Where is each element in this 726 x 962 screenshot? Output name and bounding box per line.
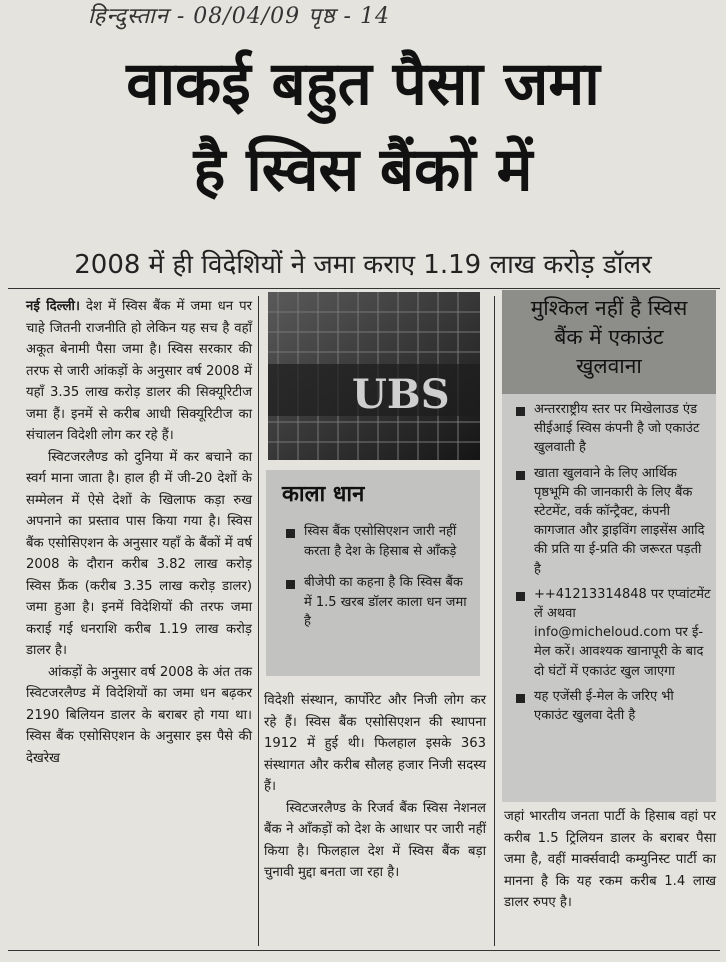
black-money-heading: काला धान bbox=[282, 482, 365, 507]
article-paragraph: नई दिल्ली। देश में स्विस बैंक में जमा धन पर चाहे जितनी राजनीति हो लेकिन यह सच है वहाँ अकूत बेनामी पैसा जमा है। स्विस सरकार की तरफ से जारी आंकड़ों के अनुसार वर्ष 2008 में यहाँ 3.35 लाख करोड़ डालर की सिक्यूरिटीज जमा हैं। इनमें से करीब आधी सिक्यूरिटीज का संचालन विदेशी लोग कर रहे हैं। bbox=[26, 299, 252, 443]
black-money-list bbox=[278, 522, 472, 644]
article-column-2 bbox=[264, 690, 486, 884]
account-opening-box bbox=[502, 290, 716, 802]
list-item: ++41213314848 पर एप्वांटमेंट लें अथवा info@micheloud.com पर ई-मेल करें। आवश्यक खानापूरी के बाद दो घंटों में एकाउंट खुल जाएगा bbox=[508, 585, 712, 681]
article-paragraph: आंकड़ों के अनुसार वर्ष 2008 के अंत तक स्विटजरलैण्ड में विदेशियों का जमा धन बढ़कर 2190 बिलियन डालर के बराबर हो गया था। स्विस बैंक एसोसिएशन के अनुसार इस पैसे की देखरेख bbox=[26, 664, 252, 766]
headline-line-2: है स्विस बैंकों में bbox=[193, 135, 533, 205]
ubs-building-photo bbox=[268, 292, 480, 460]
ubs-photo-graphic bbox=[268, 292, 480, 460]
bottom-divider bbox=[8, 950, 720, 951]
black-money-box bbox=[266, 470, 480, 676]
column-divider bbox=[258, 296, 259, 946]
account-steps-list bbox=[508, 400, 712, 731]
headline-line-1: वाकई बहुत पैसा जमा bbox=[126, 49, 600, 119]
list-item: बीजेपी का कहना है कि स्विस बैंक में 1.5 खरब डॉलर काला धन जमा है bbox=[278, 573, 472, 632]
account-box-heading: मुश्किल नहीं है स्विस बैंक में एकाउंट खुलवाना bbox=[502, 290, 716, 394]
article-paragraph: जहां भारतीय जनता पार्टी के हिसाब वहां पर करीब 1.5 ट्रिलियन डालर के बराबर पैसा जमा है, वहीं मार्क्सवादी कम्युनिस्ट पार्टी का मानना है कि यह रकम करीब 1.4 लाख डालर रुपए है। bbox=[504, 809, 716, 910]
list-item: यह एजेंसी ई-मेल के जरिए भी एकाउंट खुलवा देती है bbox=[508, 687, 712, 725]
handwritten-clipping-note: हिन्दुस्तान - 08/04/09 पृष्ठ - 14 bbox=[88, 4, 390, 29]
article-column-1 bbox=[26, 296, 252, 769]
subheadline: 2008 में ही विदेशियों ने जमा कराए 1.19 लाख करोड़ डॉलर bbox=[74, 250, 652, 280]
column-divider bbox=[494, 296, 495, 946]
list-item: स्विस बैंक एसोसिएशन जारी नहीं करता है देश के हिसाब से आँकड़े bbox=[278, 522, 472, 561]
article-paragraph: स्विटजरलैण्ड के रिजर्व बैंक स्विस नेशनल बैंक ने आँकड़ों को देश के आधार पर जारी नहीं किया है। फिलहाल देश में स्विस बैंक बड़ा चुनावी मुद्दा बनता जा रहा है। bbox=[264, 800, 486, 880]
article-column-3-tail bbox=[504, 806, 716, 914]
list-item: खाता खुलवाने के लिए आर्थिक पृष्ठभूमि की जानकारी के लिए बैंक स्टेटमेंट, वर्क कॉन्ट्रैक्ट, कंपनी कागजात और ड्राइविंग लाइसेंस आदि की प्रति या ई-प्रति की जरूरत पड़ती है bbox=[508, 464, 712, 579]
list-item: अन्तरराष्ट्रीय स्तर पर मिखेलाउड एंड सीईआई स्विस कंपनी है जो एकाउंट खुलवाती है bbox=[508, 400, 712, 458]
article-paragraph: स्विटजरलैण्ड को दुनिया में कर बचाने का स्वर्ग माना जाता है। हाल ही में जी-20 देशों के सम्मेलन में ऐसे देशों के खिलाफ कड़ा रुख अपनाने का प्रस्ताव पास किया गया है। स्विस बैंक एसोसिएशन के अनुसार यहाँ के बैंकों में वर्ष 2008 के दौरान करीब 3.82 लाख करोड़ स्विस फ्रैंक (करीब 3.35 लाख करोड़ डालर) जमा हुआ है। इनमें विदेशियों की तरफ जमा कराई गई धनराशि करीब 1.19 लाख करोड़ डालर है। bbox=[26, 449, 252, 658]
article-paragraph: विदेशी संस्थान, कार्पोरेट और निजी लोग कर रहे हैं। स्विस बैंक एसोसिएशन की स्थापना 1912 में हुई थी। फिलहाल इसके 363 संस्थागत और करीब सौलह हजार निजी सदस्य हैं। bbox=[264, 693, 486, 794]
dateline: नई दिल्ली। bbox=[26, 299, 80, 314]
ubs-sign: UBS bbox=[352, 371, 450, 418]
top-divider bbox=[8, 288, 720, 289]
